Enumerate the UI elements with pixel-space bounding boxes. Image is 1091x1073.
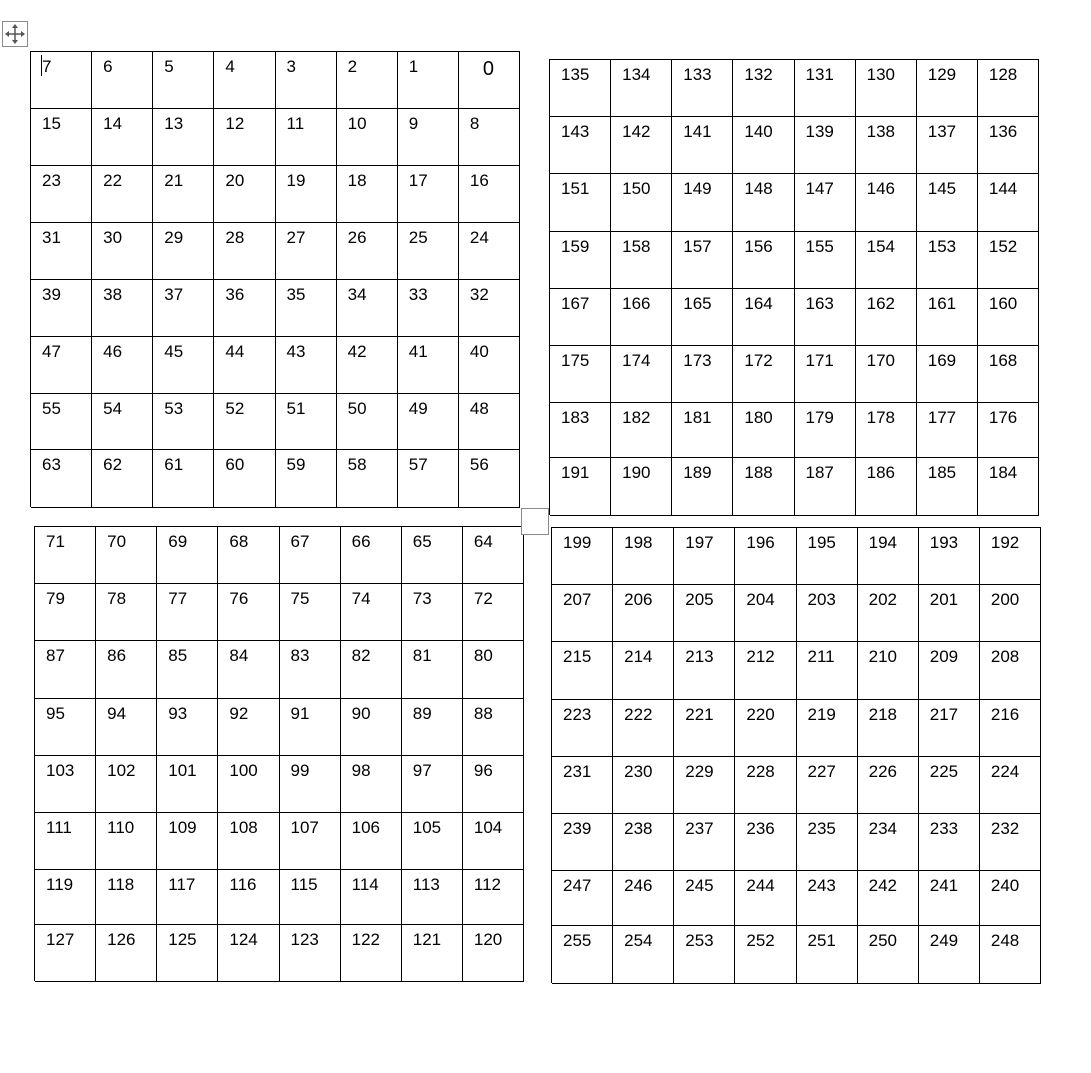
table-cell[interactable]: 217 bbox=[919, 700, 980, 757]
table-cell[interactable]: 145 bbox=[917, 174, 978, 232]
table-cell[interactable]: 64 bbox=[463, 527, 524, 584]
table-cell[interactable]: 175 bbox=[550, 346, 611, 403]
table-cell[interactable]: 205 bbox=[674, 585, 735, 642]
table-cell[interactable]: 25 bbox=[398, 223, 459, 280]
table-cell[interactable]: 219 bbox=[797, 700, 858, 757]
table-cell[interactable]: 247 bbox=[552, 871, 613, 926]
table-cell[interactable]: 252 bbox=[735, 926, 796, 984]
table-cell[interactable]: 116 bbox=[218, 870, 279, 925]
table-cell[interactable]: 115 bbox=[280, 870, 341, 925]
table-cell[interactable]: 39 bbox=[31, 280, 92, 337]
table-cell[interactable]: 49 bbox=[398, 394, 459, 450]
table-cell[interactable]: 227 bbox=[797, 757, 858, 814]
table-cell[interactable]: 149 bbox=[672, 174, 733, 232]
table-cell[interactable]: 239 bbox=[552, 814, 613, 871]
table-cell[interactable]: 195 bbox=[797, 528, 858, 585]
table-cell[interactable]: 11 bbox=[276, 109, 337, 166]
table-cell[interactable]: 61 bbox=[153, 450, 214, 508]
table-cell[interactable]: 144 bbox=[978, 174, 1039, 232]
table-cell[interactable]: 235 bbox=[797, 814, 858, 871]
table-cell[interactable]: 231 bbox=[552, 757, 613, 814]
table-cell[interactable]: 28 bbox=[214, 223, 275, 280]
table-cell[interactable]: 182 bbox=[611, 403, 672, 458]
table-cell[interactable]: 50 bbox=[337, 394, 398, 450]
table-cell[interactable]: 8 bbox=[459, 109, 520, 166]
number-table-2 bbox=[549, 59, 1039, 515]
table-cell[interactable]: 221 bbox=[674, 700, 735, 757]
table-cell[interactable]: 139 bbox=[795, 117, 856, 174]
table-cell[interactable]: 52 bbox=[214, 394, 275, 450]
table-cell[interactable]: 43 bbox=[276, 337, 337, 394]
table-cell[interactable]: 93 bbox=[157, 699, 218, 756]
table-cell[interactable]: 184 bbox=[978, 458, 1039, 516]
table-cell[interactable]: 95 bbox=[35, 699, 96, 756]
table-cell[interactable]: 154 bbox=[856, 232, 917, 289]
table-cell[interactable]: 172 bbox=[733, 346, 794, 403]
table-cell[interactable]: 33 bbox=[398, 280, 459, 337]
table-cell[interactable]: 96 bbox=[463, 756, 524, 813]
table-cell[interactable]: 76 bbox=[218, 584, 279, 641]
table-cell[interactable]: 146 bbox=[856, 174, 917, 232]
table-cell[interactable]: 234 bbox=[858, 814, 919, 871]
number-table-1 bbox=[30, 51, 520, 507]
table-cell[interactable]: 126 bbox=[96, 925, 157, 982]
table-cell[interactable]: 131 bbox=[795, 60, 856, 117]
table-cell[interactable]: 77 bbox=[157, 584, 218, 641]
table-cell[interactable]: 44 bbox=[214, 337, 275, 394]
table-cell[interactable]: 251 bbox=[797, 926, 858, 984]
table-cell[interactable]: 162 bbox=[856, 289, 917, 346]
table-cell[interactable]: 174 bbox=[611, 346, 672, 403]
table-cell[interactable]: 224 bbox=[980, 757, 1041, 814]
table-cell[interactable]: 165 bbox=[672, 289, 733, 346]
table-cell[interactable]: 62 bbox=[92, 450, 153, 508]
table-cell[interactable]: 173 bbox=[672, 346, 733, 403]
table-cell[interactable]: 150 bbox=[611, 174, 672, 232]
table-cell[interactable]: 68 bbox=[218, 527, 279, 584]
table-cell[interactable]: 179 bbox=[795, 403, 856, 458]
table-cell[interactable]: 5 bbox=[153, 52, 214, 109]
table-cell[interactable]: 111 bbox=[35, 813, 96, 870]
table-cell[interactable]: 244 bbox=[735, 871, 796, 926]
table-cell[interactable]: 0 bbox=[459, 52, 520, 109]
table-cell[interactable]: 204 bbox=[735, 585, 796, 642]
table-cell[interactable]: 27 bbox=[276, 223, 337, 280]
table-cell[interactable]: 40 bbox=[459, 337, 520, 394]
table-cell[interactable]: 24 bbox=[459, 223, 520, 280]
table-cell[interactable]: 84 bbox=[218, 641, 279, 699]
table-cell[interactable]: 114 bbox=[341, 870, 402, 925]
table-cell[interactable]: 55 bbox=[31, 394, 92, 450]
table-cell[interactable]: 86 bbox=[96, 641, 157, 699]
table-cell[interactable]: 156 bbox=[733, 232, 794, 289]
table-cell[interactable]: 183 bbox=[550, 403, 611, 458]
table-cell[interactable]: 71 bbox=[35, 527, 96, 584]
table-cell[interactable]: 240 bbox=[980, 871, 1041, 926]
table-cell[interactable]: 4 bbox=[214, 52, 275, 109]
table-cell[interactable]: 215 bbox=[552, 642, 613, 700]
table-cell[interactable]: 152 bbox=[978, 232, 1039, 289]
table-cell[interactable]: 22 bbox=[92, 166, 153, 223]
table-cell[interactable]: 170 bbox=[856, 346, 917, 403]
table-cell[interactable]: 122 bbox=[341, 925, 402, 982]
table-cell[interactable]: 168 bbox=[978, 346, 1039, 403]
table-cell[interactable]: 160 bbox=[978, 289, 1039, 346]
table-cell[interactable]: 36 bbox=[214, 280, 275, 337]
table-cell[interactable]: 99 bbox=[280, 756, 341, 813]
table-cell[interactable]: 19 bbox=[276, 166, 337, 223]
table-move-handle[interactable] bbox=[2, 21, 28, 47]
table-cell[interactable]: 108 bbox=[218, 813, 279, 870]
table-cell[interactable]: 222 bbox=[613, 700, 674, 757]
table-cell[interactable]: 103 bbox=[35, 756, 96, 813]
table-cell[interactable]: 254 bbox=[613, 926, 674, 984]
table-cell[interactable]: 34 bbox=[337, 280, 398, 337]
table-cell[interactable]: 41 bbox=[398, 337, 459, 394]
table-cell[interactable]: 120 bbox=[463, 925, 524, 982]
table-cell[interactable]: 143 bbox=[550, 117, 611, 174]
table-cell[interactable]: 66 bbox=[341, 527, 402, 584]
table-cell[interactable]: 181 bbox=[672, 403, 733, 458]
table-cell[interactable]: 250 bbox=[858, 926, 919, 984]
table-cell[interactable]: 97 bbox=[402, 756, 463, 813]
table-cell[interactable]: 207 bbox=[552, 585, 613, 642]
table-cell[interactable]: 38 bbox=[92, 280, 153, 337]
table-cell[interactable]: 127 bbox=[35, 925, 96, 982]
table-cell[interactable]: 230 bbox=[613, 757, 674, 814]
table-cell[interactable]: 226 bbox=[858, 757, 919, 814]
table-cell[interactable]: 132 bbox=[733, 60, 794, 117]
table-cell[interactable]: 245 bbox=[674, 871, 735, 926]
table-cell[interactable]: 56 bbox=[459, 450, 520, 508]
table-cell[interactable]: 167 bbox=[550, 289, 611, 346]
table-cell[interactable]: 59 bbox=[276, 450, 337, 508]
resize-handle-icon[interactable] bbox=[521, 508, 549, 535]
table-cell[interactable]: 88 bbox=[463, 699, 524, 756]
table-cell[interactable]: 92 bbox=[218, 699, 279, 756]
table-cell[interactable]: 112 bbox=[463, 870, 524, 925]
table-cell[interactable]: 238 bbox=[613, 814, 674, 871]
table-cell[interactable]: 83 bbox=[280, 641, 341, 699]
table-cell[interactable]: 23 bbox=[31, 166, 92, 223]
table-cell[interactable]: 136 bbox=[978, 117, 1039, 174]
table-cell[interactable]: 105 bbox=[402, 813, 463, 870]
table-cell[interactable]: 9 bbox=[398, 109, 459, 166]
table-cell[interactable]: 198 bbox=[613, 528, 674, 585]
table-cell[interactable]: 171 bbox=[795, 346, 856, 403]
table-cell[interactable]: 169 bbox=[917, 346, 978, 403]
table-cell[interactable]: 31 bbox=[31, 223, 92, 280]
table-cell[interactable]: 161 bbox=[917, 289, 978, 346]
table-cell[interactable]: 242 bbox=[858, 871, 919, 926]
table-cell[interactable]: 209 bbox=[919, 642, 980, 700]
table-cell[interactable]: 220 bbox=[735, 700, 796, 757]
table-cell[interactable]: 246 bbox=[613, 871, 674, 926]
table-cell[interactable]: 123 bbox=[280, 925, 341, 982]
table-cell[interactable]: 118 bbox=[96, 870, 157, 925]
table-cell[interactable]: 14 bbox=[92, 109, 153, 166]
table-cell[interactable]: 90 bbox=[341, 699, 402, 756]
table-cell[interactable]: 225 bbox=[919, 757, 980, 814]
table-cell[interactable]: 82 bbox=[341, 641, 402, 699]
table-cell[interactable]: 125 bbox=[157, 925, 218, 982]
four-way-move-icon bbox=[3, 22, 27, 46]
table-cell[interactable]: 73 bbox=[402, 584, 463, 641]
table-cell[interactable]: 110 bbox=[96, 813, 157, 870]
table-cell[interactable]: 187 bbox=[795, 458, 856, 516]
table-cell[interactable]: 214 bbox=[613, 642, 674, 700]
table-cell[interactable]: 130 bbox=[856, 60, 917, 117]
table-cell[interactable]: 13 bbox=[153, 109, 214, 166]
table-cell[interactable]: 67 bbox=[280, 527, 341, 584]
table-cell[interactable]: 211 bbox=[797, 642, 858, 700]
table-cell[interactable]: 124 bbox=[218, 925, 279, 982]
table-cell[interactable]: 200 bbox=[980, 585, 1041, 642]
table-cell[interactable]: 17 bbox=[398, 166, 459, 223]
number-table-3 bbox=[34, 526, 524, 981]
table-cell[interactable]: 199 bbox=[552, 528, 613, 585]
table-cell[interactable]: 190 bbox=[611, 458, 672, 516]
table-cell[interactable]: 58 bbox=[337, 450, 398, 508]
table-cell[interactable]: 129 bbox=[917, 60, 978, 117]
table-cell[interactable]: 197 bbox=[674, 528, 735, 585]
table-cell[interactable]: 48 bbox=[459, 394, 520, 450]
table-cell[interactable]: 101 bbox=[157, 756, 218, 813]
table-cell[interactable]: 74 bbox=[341, 584, 402, 641]
table-cell[interactable]: 10 bbox=[337, 109, 398, 166]
table-cell[interactable]: 216 bbox=[980, 700, 1041, 757]
table-cell[interactable]: 186 bbox=[856, 458, 917, 516]
table-cell[interactable]: 178 bbox=[856, 403, 917, 458]
table-cell[interactable]: 94 bbox=[96, 699, 157, 756]
table-cell[interactable]: 107 bbox=[280, 813, 341, 870]
table-cell[interactable]: 35 bbox=[276, 280, 337, 337]
table-cell[interactable]: 12 bbox=[214, 109, 275, 166]
table-cell[interactable]: 201 bbox=[919, 585, 980, 642]
table-cell[interactable]: 100 bbox=[218, 756, 279, 813]
table-cell[interactable]: 46 bbox=[92, 337, 153, 394]
table-cell[interactable]: 157 bbox=[672, 232, 733, 289]
table-cell[interactable]: 75 bbox=[280, 584, 341, 641]
table-cell[interactable]: 191 bbox=[550, 458, 611, 516]
table-cell[interactable]: 26 bbox=[337, 223, 398, 280]
table-cell[interactable]: 163 bbox=[795, 289, 856, 346]
table-cell[interactable]: 151 bbox=[550, 174, 611, 232]
table-cell[interactable]: 137 bbox=[917, 117, 978, 174]
table-cell[interactable]: 102 bbox=[96, 756, 157, 813]
table-cell[interactable]: 2 bbox=[337, 52, 398, 109]
table-cell[interactable]: 203 bbox=[797, 585, 858, 642]
table-cell[interactable]: 202 bbox=[858, 585, 919, 642]
table-cell[interactable]: 32 bbox=[459, 280, 520, 337]
table-cell[interactable]: 72 bbox=[463, 584, 524, 641]
table-cell[interactable]: 233 bbox=[919, 814, 980, 871]
table-cell[interactable]: 185 bbox=[917, 458, 978, 516]
table-cell[interactable]: 54 bbox=[92, 394, 153, 450]
table-cell[interactable]: 177 bbox=[917, 403, 978, 458]
table-cell[interactable]: 117 bbox=[157, 870, 218, 925]
table-cell[interactable]: 21 bbox=[153, 166, 214, 223]
table-cell[interactable]: 213 bbox=[674, 642, 735, 700]
table-cell[interactable]: 212 bbox=[735, 642, 796, 700]
table-cell[interactable]: 89 bbox=[402, 699, 463, 756]
table-cell[interactable]: 20 bbox=[214, 166, 275, 223]
table-cell[interactable]: 15 bbox=[31, 109, 92, 166]
text-cursor bbox=[41, 55, 42, 76]
table-cell[interactable]: 98 bbox=[341, 756, 402, 813]
table-cell[interactable]: 60 bbox=[214, 450, 275, 508]
table-cell[interactable]: 29 bbox=[153, 223, 214, 280]
table-cell[interactable]: 155 bbox=[795, 232, 856, 289]
table-cell[interactable]: 113 bbox=[402, 870, 463, 925]
table-cell[interactable]: 16 bbox=[459, 166, 520, 223]
table-cell[interactable]: 255 bbox=[552, 926, 613, 984]
table-cell[interactable]: 106 bbox=[341, 813, 402, 870]
table-cell[interactable]: 159 bbox=[550, 232, 611, 289]
table-cell[interactable]: 237 bbox=[674, 814, 735, 871]
table-cell[interactable]: 119 bbox=[35, 870, 96, 925]
table-cell[interactable]: 241 bbox=[919, 871, 980, 926]
table-cell[interactable]: 223 bbox=[552, 700, 613, 757]
table-cell[interactable]: 70 bbox=[96, 527, 157, 584]
table-cell[interactable]: 37 bbox=[153, 280, 214, 337]
table-cell[interactable]: 57 bbox=[398, 450, 459, 508]
table-cell[interactable]: 148 bbox=[733, 174, 794, 232]
table-cell[interactable]: 87 bbox=[35, 641, 96, 699]
table-cell[interactable]: 192 bbox=[980, 528, 1041, 585]
table-cell[interactable]: 228 bbox=[735, 757, 796, 814]
table-cell[interactable]: 104 bbox=[463, 813, 524, 870]
table-cell[interactable]: 232 bbox=[980, 814, 1041, 871]
table-cell[interactable]: 128 bbox=[978, 60, 1039, 117]
table-cell[interactable]: 218 bbox=[858, 700, 919, 757]
table-cell[interactable]: 236 bbox=[735, 814, 796, 871]
table-cell[interactable]: 147 bbox=[795, 174, 856, 232]
table-cell[interactable]: 138 bbox=[856, 117, 917, 174]
table-cell[interactable]: 140 bbox=[733, 117, 794, 174]
table-cell[interactable]: 121 bbox=[402, 925, 463, 982]
table-cell[interactable]: 253 bbox=[674, 926, 735, 984]
table-cell[interactable]: 206 bbox=[613, 585, 674, 642]
table-cell[interactable]: 153 bbox=[917, 232, 978, 289]
table-cell[interactable]: 196 bbox=[735, 528, 796, 585]
table-cell[interactable]: 249 bbox=[919, 926, 980, 984]
table-cell[interactable]: 180 bbox=[733, 403, 794, 458]
table-cell[interactable]: 51 bbox=[276, 394, 337, 450]
table-cell[interactable]: 80 bbox=[463, 641, 524, 699]
table-cell[interactable]: 85 bbox=[157, 641, 218, 699]
table-cell[interactable]: 53 bbox=[153, 394, 214, 450]
table-cell[interactable]: 78 bbox=[96, 584, 157, 641]
table-cell[interactable]: 141 bbox=[672, 117, 733, 174]
table-cell[interactable]: 45 bbox=[153, 337, 214, 394]
table-cell[interactable]: 193 bbox=[919, 528, 980, 585]
table-cell[interactable]: 63 bbox=[31, 450, 92, 508]
table-cell[interactable]: 91 bbox=[280, 699, 341, 756]
table-cell[interactable]: 6 bbox=[92, 52, 153, 109]
table-cell[interactable]: 243 bbox=[797, 871, 858, 926]
table-cell[interactable]: 164 bbox=[733, 289, 794, 346]
table-cell[interactable]: 109 bbox=[157, 813, 218, 870]
table-cell[interactable]: 69 bbox=[157, 527, 218, 584]
table-cell[interactable]: 133 bbox=[672, 60, 733, 117]
table-cell[interactable]: 166 bbox=[611, 289, 672, 346]
number-table-4 bbox=[551, 527, 1041, 983]
table-cell[interactable]: 188 bbox=[733, 458, 794, 516]
table-cell[interactable]: 248 bbox=[980, 926, 1041, 984]
table-cell[interactable]: 194 bbox=[858, 528, 919, 585]
table-cell[interactable]: 47 bbox=[31, 337, 92, 394]
table-cell[interactable]: 65 bbox=[402, 527, 463, 584]
table-cell[interactable]: 134 bbox=[611, 60, 672, 117]
table-cell[interactable]: 42 bbox=[337, 337, 398, 394]
table-cell[interactable]: 1 bbox=[398, 52, 459, 109]
table-cell[interactable]: 81 bbox=[402, 641, 463, 699]
table-cell[interactable]: 79 bbox=[35, 584, 96, 641]
table-cell[interactable]: 189 bbox=[672, 458, 733, 516]
table-cell[interactable]: 18 bbox=[337, 166, 398, 223]
table-cell[interactable]: 158 bbox=[611, 232, 672, 289]
table-cell[interactable]: 7 bbox=[31, 52, 92, 109]
table-cell[interactable]: 210 bbox=[858, 642, 919, 700]
table-cell[interactable]: 229 bbox=[674, 757, 735, 814]
table-cell[interactable]: 142 bbox=[611, 117, 672, 174]
table-cell[interactable]: 3 bbox=[276, 52, 337, 109]
table-cell[interactable]: 30 bbox=[92, 223, 153, 280]
table-cell[interactable]: 135 bbox=[550, 60, 611, 117]
table-cell[interactable]: 176 bbox=[978, 403, 1039, 458]
table-cell[interactable]: 208 bbox=[980, 642, 1041, 700]
